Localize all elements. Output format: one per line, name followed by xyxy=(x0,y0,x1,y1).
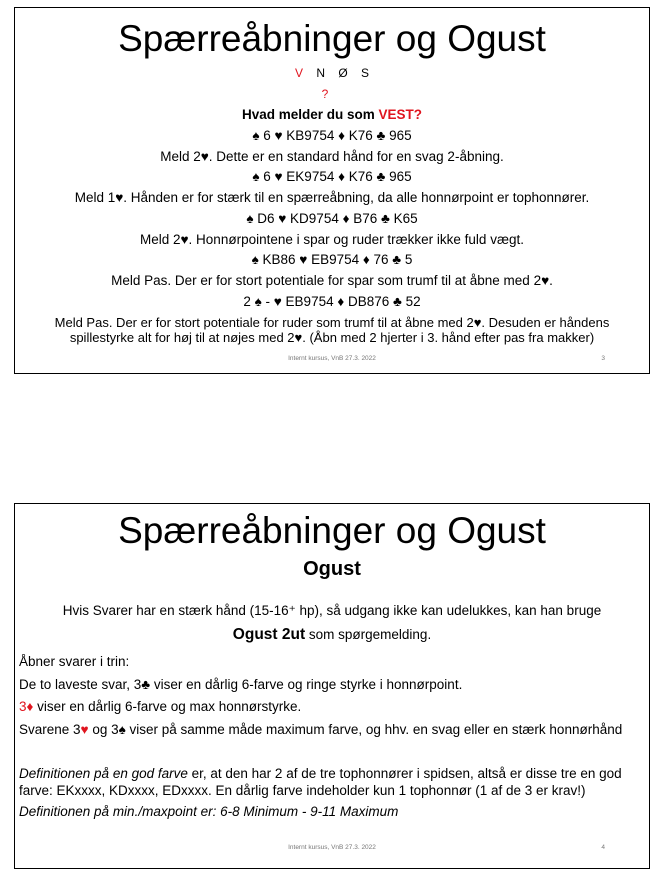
spades: KB86 xyxy=(262,252,296,267)
question-mark: ? xyxy=(321,87,329,101)
diamonds: B76 xyxy=(353,211,378,226)
step-majors xyxy=(19,721,645,738)
clubs: 965 xyxy=(389,169,412,184)
diamonds: K76 xyxy=(348,169,373,184)
spades: 6 xyxy=(263,128,271,143)
page-number: 4 xyxy=(601,844,605,851)
answer-3: Meld 2♥. Honnørpointene i spar og ruder trækker ikke fuld vægt. xyxy=(140,232,524,247)
hand-3: ♠ D6 ♥ KD9754 ♦ B76 ♣ K65 xyxy=(246,211,418,226)
question-text: Hvad melder du som xyxy=(241,107,379,122)
definition-good-suit xyxy=(19,765,645,782)
step-diamonds-text: viser en dårlig 6-farve og max honnørstyrke. xyxy=(33,699,302,714)
diamonds: DB876 xyxy=(347,294,390,309)
hand-4: ♠ KB86 ♥ EB9754 ♦ 76 ♣ 5 xyxy=(251,252,413,267)
definition-text: er, at den har 2 af de tre tophonnører i spidsen, altså er disse tre en god xyxy=(187,766,622,781)
diamonds: 76 xyxy=(373,252,389,267)
answer-2: Meld 1♥. Hånden er for stærk til en spærreåbning, da alle honnørpoint er tophonnører. xyxy=(74,190,590,205)
majors-b: og 3♠ viser på samme måde maximum farve, og hhv. en svag eller en stærk honnørhånd xyxy=(88,722,623,737)
hearts: KB9754 xyxy=(286,128,335,143)
bid-seat-east: Ø xyxy=(338,66,348,80)
ogust-line xyxy=(19,627,645,643)
slide-footer: Internt kursus, VnB 27.3. 2022 xyxy=(288,844,376,851)
hand-5: 2 ♠ - ♥ EB9754 ♦ DB876 ♣ 52 xyxy=(243,294,421,309)
page-number: 3 xyxy=(601,355,605,362)
clubs: 5 xyxy=(404,252,413,267)
diamond-suit: 3♦ xyxy=(19,699,34,714)
answer-1: Meld 2♥. Dette er en standard hånd for en svag 2-åbning. xyxy=(160,149,504,164)
step-clubs: De to laveste svar, 3♣ viser en dårlig 6-farve og ringe styrke i honnørpoint. xyxy=(19,677,463,692)
bid-seat-north: N xyxy=(316,66,325,80)
steps-heading: Åbner svarer i trin: xyxy=(19,654,130,669)
answer-4: Meld Pas. Der er for stort potentiale for spar som trumf til at åbne med 2♥. xyxy=(111,273,553,288)
slide-title: Spærreåbninger og Ogust xyxy=(118,18,546,59)
prefix: 2 xyxy=(243,294,251,309)
hand-2: ♠ 6 ♥ EK9754 ♦ K76 ♣ 965 xyxy=(252,169,412,184)
hearts: EB9754 xyxy=(311,252,360,267)
definition-good-suit-line2: farve: EKxxxx, KDxxxx, EDxxxx. En dårlig farve indeholder kun 1 tophonnør (1 af de 3 er krav!) xyxy=(19,783,586,798)
hearts: EB9754 xyxy=(285,294,334,309)
clubs: K65 xyxy=(393,211,418,226)
ogust-rest: som spørgemelding. xyxy=(305,627,432,642)
clubs: 965 xyxy=(389,128,412,143)
clubs: 52 xyxy=(405,294,421,309)
spades: 6 xyxy=(263,169,271,184)
definition-points: Definitionen på min./maxpoint er: 6-8 Minimum - 9-11 Maximum xyxy=(19,804,399,819)
answer-5-line1: Meld Pas. Der er for stort potentiale for ruder som trumf til at åbne med 2♥. Desuden er håndens xyxy=(54,315,610,330)
slide-3 xyxy=(14,7,650,374)
question-emph: VEST? xyxy=(378,107,423,122)
question xyxy=(19,107,645,123)
bid-seat-south: S xyxy=(361,66,370,80)
bidding-header xyxy=(19,65,645,81)
heart-suit: ♥ xyxy=(80,722,89,737)
hand-1: ♠ 6 ♥ KB9754 ♦ K76 ♣ 965 xyxy=(252,128,412,143)
answer-5-line2: spillestyrke alt for høj til at nøjes med 2♥. (Åbn med 2 hjerter i 3. hånd efter pas fra makker) xyxy=(69,330,595,345)
slide-title: Spærreåbninger og Ogust xyxy=(118,510,546,551)
spades: D6 xyxy=(257,211,275,226)
ogust-bold: Ogust 2ut xyxy=(232,626,306,643)
bid-seat-west: V xyxy=(294,66,303,80)
slide-subtitle: Ogust xyxy=(303,558,361,580)
step-diamonds xyxy=(19,698,645,715)
slide-footer: Internt kursus, VnB 27.3. 2022 xyxy=(288,355,376,362)
diamonds: K76 xyxy=(348,128,373,143)
slide-4 xyxy=(14,503,650,869)
hearts: KD9754 xyxy=(290,211,339,226)
spades: - xyxy=(265,294,271,309)
definition-label: Definitionen på en god farve xyxy=(19,766,188,781)
hearts: EK9754 xyxy=(286,169,335,184)
intro-text: Hvis Svarer har en stærk hånd (15-16⁺ hp), så udgang ikke kan udelukkes, kan han bruge xyxy=(62,603,602,618)
majors-a: Svarene 3 xyxy=(19,722,81,737)
